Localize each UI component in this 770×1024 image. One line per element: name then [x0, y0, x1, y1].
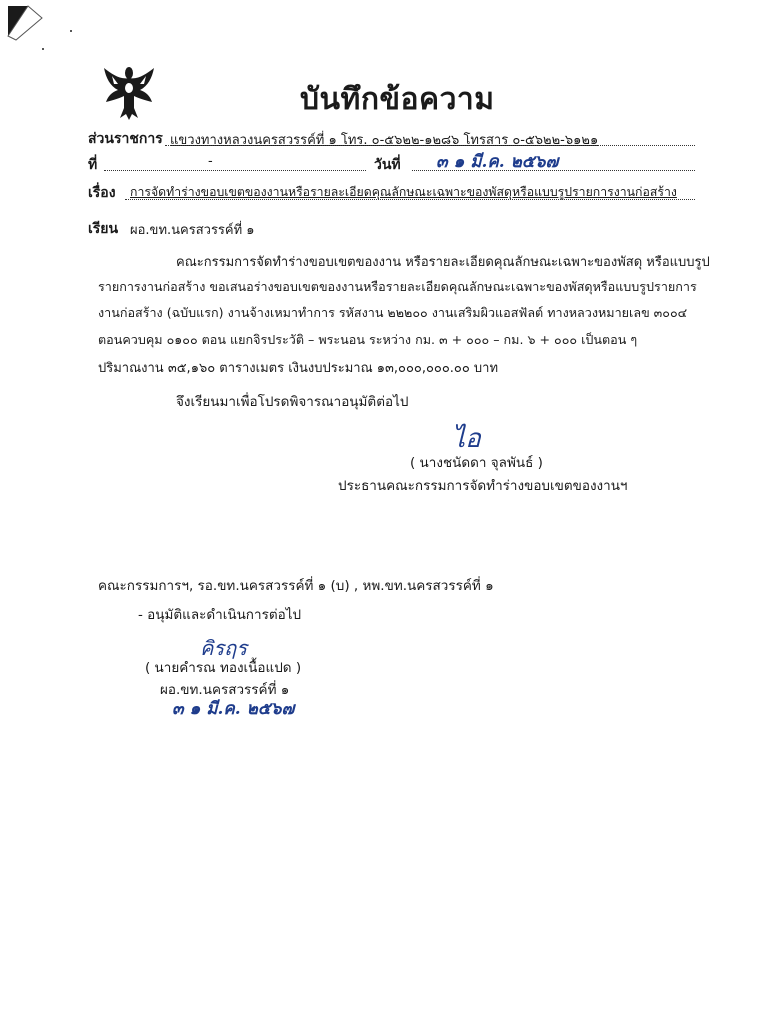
to-label: เรียน [88, 221, 119, 237]
endorse-date: ๓ ๑ มี.ค. ๒๕๖๗ [172, 699, 295, 719]
subject-label: เรื่อง [88, 185, 116, 201]
date-dotted-line [412, 170, 695, 171]
signer-2-position: ผอ.ขท.นครสวรรค์ที่ ๑ [160, 682, 290, 698]
closing-line: จึงเรียนมาเพื่อโปรดพิจารณาอนุมัติต่อไป [176, 394, 409, 410]
date-label: วันที่ [374, 157, 401, 173]
signer-2-name: ( นายคำรณ ทองเนื้อแปด ) [145, 660, 302, 676]
signer-1-position: ประธานคณะกรรมการจัดทำร่างขอบเขตของงานฯ [338, 478, 628, 494]
ref-dotted-line [104, 170, 366, 171]
body-line-1: คณะกรรมการจัดทำร่างขอบเขตของงาน หรือรายละเอียดคุณลักษณะเฉพาะของพัสดุ หรือแบบรูป [176, 255, 710, 270]
date-value: ๓ ๑ มี.ค. ๒๕๖๗ [436, 152, 559, 172]
scan-speck [42, 48, 44, 50]
body-line-4: ตอนควบคุม ๐๑๐๐ ตอน แยกจิรประวัติ – พระนอน ระหว่าง กม. ๓ + ๐๐๐ – กม. ๖ + ๐๐๐ เป็นตอน ๆ [98, 332, 638, 347]
scan-speck [70, 30, 72, 32]
body-line-3: งานก่อสร้าง (ฉบับแรก) งานจ้างเหมาทำการ รหัสงาน ๒๒๒๐๐ งานเสริมผิวแอสฟัลต์ ทางหลวงหมายเลข ๓๐๐๔ [98, 305, 688, 320]
folded-corner-mark [6, 4, 46, 44]
ref-value: - [208, 154, 213, 169]
body-line-2: รายการงานก่อสร้าง ขอเสนอร่างขอบเขตของงานหรือรายละเอียดคุณลักษณะเฉพาะของพัสดุหรือแบบรูปรายการ [98, 279, 697, 294]
garuda-emblem-icon [98, 64, 160, 122]
signer-1-name: ( นางชนัดดา จุลพันธ์ ) [410, 455, 543, 471]
signature-2: คิรฤร [200, 636, 247, 660]
subject-dotted-line [125, 199, 695, 200]
to-value: ผอ.ขท.นครสวรรค์ที่ ๑ [130, 223, 255, 238]
body-line-5: ปริมาณงาน ๓๕,๑๖๐ ตารางเมตร เงินงบประมาณ ๑๓,๐๐๐,๐๐๐.๐๐ บาท [98, 361, 499, 376]
subject-value: การจัดทำร่างขอบเขตของงานหรือรายละเอียดคุณลักษณะเฉพาะของพัสดุหรือแบบรูปรายการงานก่อสร้าง [130, 185, 677, 199]
endorse-line-1: คณะกรรมการฯ, รอ.ขท.นครสวรรค์ที่ ๑ (บ) , หพ.ขท.นครสวรรค์ที่ ๑ [98, 578, 494, 594]
agency-value: แขวงทางหลวงนครสวรรค์ที่ ๑ โทร. ๐-๕๖๒๒-๑๒๘๖ โทรสาร ๐-๕๖๒๒-๖๑๒๑ [170, 133, 599, 148]
signature-1: ไอ [452, 424, 481, 454]
endorse-line-2: - อนุมัติและดำเนินการต่อไป [138, 607, 302, 623]
memo-title: บันทึกข้อความ [300, 82, 495, 117]
agency-dotted-line [165, 145, 695, 146]
agency-label: ส่วนราชการ [88, 131, 163, 147]
ref-label: ที่ [88, 157, 98, 173]
